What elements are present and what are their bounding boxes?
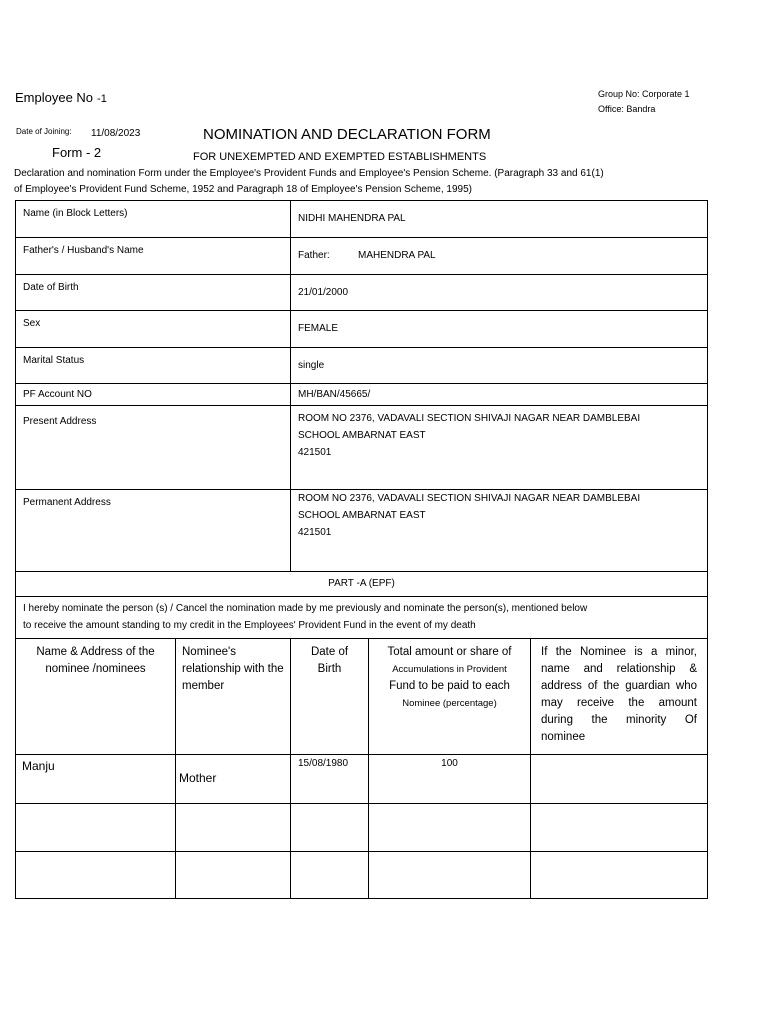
nomination-statement xyxy=(16,597,708,639)
guardian-header: If the Nominee is a minor, name and relationship & address of the guardian who may receive the amount during the minority Of nominee xyxy=(531,639,708,755)
empty-cell xyxy=(531,804,708,852)
declaration-line-1: Declaration and nomination Form under the Employee's Provident Funds and Employee's Pension Scheme. (Paragraph 33 and 61(1) xyxy=(14,168,604,179)
table-row xyxy=(16,804,708,852)
empty-cell xyxy=(369,852,531,899)
pf-value: MH/BAN/45665/ xyxy=(291,384,708,406)
present-address-value xyxy=(291,406,708,490)
nominee-header-row xyxy=(16,639,708,755)
empty-cell xyxy=(16,804,176,852)
dob-row xyxy=(16,275,708,311)
permanent-address-row xyxy=(16,490,708,572)
name-value: NIDHI MAHENDRA PAL xyxy=(291,201,708,238)
empty-cell xyxy=(531,852,708,899)
permanent-address-value xyxy=(291,490,708,572)
table-row xyxy=(16,755,708,804)
father-prefix: Father: xyxy=(298,250,330,261)
nominee-name-header xyxy=(16,639,176,755)
present-address-line-3: 421501 xyxy=(298,447,332,458)
pf-label: PF Account NO xyxy=(16,384,291,406)
form-title: NOMINATION AND DECLARATION FORM xyxy=(203,126,491,143)
employee-no-value: -1 xyxy=(97,93,107,105)
share-header-line-2: Accumulations in Provident xyxy=(392,664,507,675)
share-header xyxy=(369,639,531,755)
share-header-line-4: Nominee (percentage) xyxy=(402,698,497,709)
name-row xyxy=(16,201,708,238)
sex-value: FEMALE xyxy=(291,311,708,348)
permanent-address-label: Permanent Address xyxy=(16,490,291,572)
nominee-relationship: Mother xyxy=(176,755,291,804)
part-a-row xyxy=(16,572,708,597)
office: Office: Bandra xyxy=(598,104,656,114)
nomination-statement-row xyxy=(16,597,708,639)
marital-label: Marital Status xyxy=(16,348,291,384)
marital-row xyxy=(16,348,708,384)
nominee-table xyxy=(15,638,708,899)
dob-header-line-1: Date of xyxy=(310,646,349,658)
form-number: Form - 2 xyxy=(52,145,102,160)
permanent-address-line-3: 421501 xyxy=(298,527,332,538)
empty-cell xyxy=(16,852,176,899)
nomination-statement-line-2: to receive the amount standing to my credit in the Employees' Provident Fund in the event of my death xyxy=(23,620,476,631)
group-no: Group No: Corporate 1 xyxy=(598,89,690,99)
nominee-guardian xyxy=(531,755,708,804)
name-label: Name (in Block Letters) xyxy=(16,201,291,238)
nominee-name-header-line-2: nominee /nominees xyxy=(45,663,146,675)
form-subtitle: FOR UNEXEMPTED AND EXEMPTED ESTABLISHMENTS xyxy=(193,151,487,163)
father-row xyxy=(16,238,708,275)
dob-header-line-2: Birth xyxy=(317,663,342,675)
share-header-line-3: Fund to be paid to each xyxy=(389,680,510,692)
empty-cell xyxy=(176,804,291,852)
present-address-row xyxy=(16,406,708,490)
present-address-line-1: ROOM NO 2376, VADAVALI SECTION SHIVAJI NAGAR NEAR DAMBLEBAI xyxy=(298,413,641,424)
marital-value: single xyxy=(291,348,708,384)
father-label: Father's / Husband's Name xyxy=(16,238,291,275)
date-of-joining-value: 11/08/2023 xyxy=(91,128,141,139)
nominee-name: Manju xyxy=(16,755,176,804)
empty-cell xyxy=(369,804,531,852)
father-cell xyxy=(291,238,708,275)
nominee-name-header-line-1: Name & Address of the xyxy=(36,646,155,658)
employee-details-table xyxy=(15,200,708,639)
date-of-joining-label: Date of Joining: xyxy=(16,127,72,136)
nomination-statement-line-1: I hereby nominate the person (s) / Cancel the nomination made by me previously and nominate the person(s), mentioned below xyxy=(23,603,588,614)
nominee-dob: 15/08/1980 xyxy=(291,755,369,804)
share-header-line-1: Total amount or share of xyxy=(387,646,512,658)
empty-cell xyxy=(291,852,369,899)
dob-header xyxy=(291,639,369,755)
nominee-share: 100 xyxy=(369,755,531,804)
present-address-line-2: SCHOOL AMBARNAT EAST xyxy=(298,430,426,441)
relationship-header: Nominee's relationship with the member xyxy=(176,639,291,755)
present-address-label: Present Address xyxy=(16,406,291,490)
father-value: MAHENDRA PAL xyxy=(358,250,436,261)
table-row xyxy=(16,852,708,899)
part-a-heading: PART -A (EPF) xyxy=(16,572,708,597)
permanent-address-line-2: SCHOOL AMBARNAT EAST xyxy=(298,510,426,521)
sex-label: Sex xyxy=(16,311,291,348)
dob-value: 21/01/2000 xyxy=(291,275,708,311)
employee-no xyxy=(15,90,107,105)
permanent-address-line-1: ROOM NO 2376, VADAVALI SECTION SHIVAJI NAGAR NEAR DAMBLEBAI xyxy=(298,493,641,504)
pf-row xyxy=(16,384,708,406)
dob-label: Date of Birth xyxy=(16,275,291,311)
declaration-line-2: of Employee's Provident Fund Scheme, 1952 and Paragraph 18 of Employee's Pension Scheme, 1995) xyxy=(14,184,472,195)
employee-no-label: Employee No xyxy=(15,90,94,105)
empty-cell xyxy=(176,852,291,899)
sex-row xyxy=(16,311,708,348)
empty-cell xyxy=(291,804,369,852)
